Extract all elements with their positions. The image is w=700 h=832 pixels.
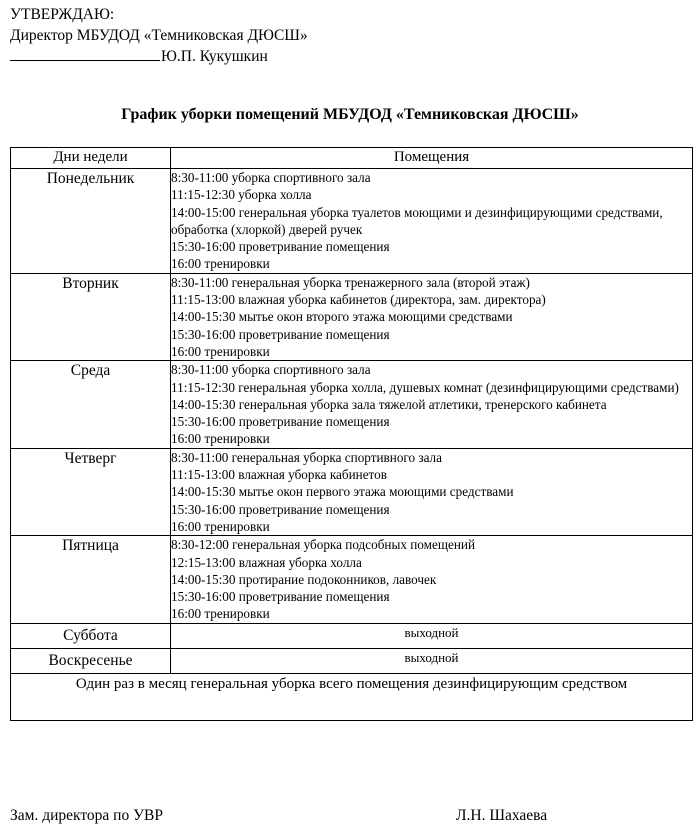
task-item: 11:15-13:00 влажная уборка кабинетов (директора, зам. директора) [171, 292, 546, 308]
task-item: 14:00-15:30 протирание подоконников, лавочек [171, 571, 437, 587]
table-row [11, 361, 693, 448]
task-item: 16:00 тренировки [171, 518, 270, 534]
signature-blank [10, 46, 160, 61]
approval-signature-line [10, 46, 308, 67]
document-title: График уборки помещений МБУДОД «Темниковская ДЮСШ» [121, 106, 579, 123]
rooms-cell [171, 536, 693, 623]
off-days-body [11, 623, 693, 673]
task-item: 8:30-11:00 уборка спортивного зала [171, 170, 371, 185]
task-item: 11:15-13:00 влажная уборка кабинетов [171, 467, 387, 483]
footer-position: Зам. директора по УВР [10, 807, 164, 824]
task-item: 8:30-11:00 уборка спортивного зала [171, 362, 371, 378]
task-item: 15:30-16:00 проветривание помещения [171, 589, 390, 605]
task-item: 15:30-16:00 проветривание помещения [171, 239, 390, 255]
schedule-table [10, 147, 693, 721]
table-row [11, 273, 693, 360]
day-cell: Четверг [11, 448, 171, 535]
schedule-body [11, 169, 693, 624]
task-item: 11:15-12:30 уборка холла [171, 187, 312, 203]
task-item: 15:30-16:00 проветривание помещения [171, 501, 390, 517]
approval-director-line: Директор МБУДОД «Темниковская ДЮСШ» [10, 27, 308, 44]
rooms-cell [171, 361, 693, 448]
header-days: Дни недели [11, 148, 171, 169]
table-row [11, 536, 693, 623]
day-off-status: выходной [171, 648, 693, 673]
footer-name: Л.Н. Шахаева [456, 807, 548, 824]
task-item: 12:15-13:00 влажная уборка холла [171, 554, 362, 570]
approval-heading: УТВЕРЖДАЮ: [10, 6, 115, 23]
task-item: 16:00 тренировки [171, 606, 270, 622]
task-item: 16:00 тренировки [171, 431, 270, 447]
table-row [11, 448, 693, 535]
monthly-note: Один раз в месяц генеральная уборка всего помещения дезинфицирующим средством [11, 673, 693, 720]
day-cell: Пятница [11, 536, 171, 623]
task-item: 11:15-12:30 генеральная уборка холла, душевых комнат (дезинфицирующими средствами) [171, 379, 679, 395]
day-cell: Понедельник [11, 169, 171, 274]
day-off-status: выходной [171, 623, 693, 648]
day-cell: Суббота [11, 623, 171, 648]
task-item: 8:30-12:00 генеральная уборка подсобных помещений [171, 537, 476, 553]
rooms-cell [171, 448, 693, 535]
task-item: 15:30-16:00 проветривание помещения [171, 414, 390, 430]
task-item: 16:00 тренировки [171, 343, 270, 359]
table-row [11, 623, 693, 648]
task-item: 15:30-16:00 проветривание помещения [171, 326, 390, 342]
task-item: 8:30-11:00 генеральная уборка тренажерного зала (второй этаж) [171, 274, 530, 290]
task-item: 14:00-15:30 мытье окон первого этажа моющими средствами [171, 484, 514, 500]
note-row [11, 673, 693, 720]
table-row [11, 169, 693, 274]
day-cell: Среда [11, 361, 171, 448]
header-rooms: Помещения [171, 148, 693, 169]
rooms-cell [171, 169, 693, 274]
task-item: 14:00-15:30 мытье окон второго этажа моющими средствами [171, 309, 513, 325]
table-header-row [11, 148, 693, 169]
task-item: 8:30-11:00 генеральная уборка спортивного зала [171, 449, 442, 465]
approval-block [10, 4, 308, 67]
task-item: 16:00 тренировки [171, 256, 270, 272]
task-item: 14:00-15:30 генеральная уборка зала тяжелой атлетики, тренерского кабинета [171, 396, 607, 412]
day-cell: Вторник [11, 273, 171, 360]
rooms-cell [171, 273, 693, 360]
table-row [11, 648, 693, 673]
day-cell: Воскресенье [11, 648, 171, 673]
approval-signer: Ю.П. Кукушкин [161, 48, 268, 65]
task-item: 14:00-15:00 генеральная уборка туалетов моющими и дезинфицирующими средствами, обработка (хлоркой) дверей ручек [171, 204, 663, 237]
